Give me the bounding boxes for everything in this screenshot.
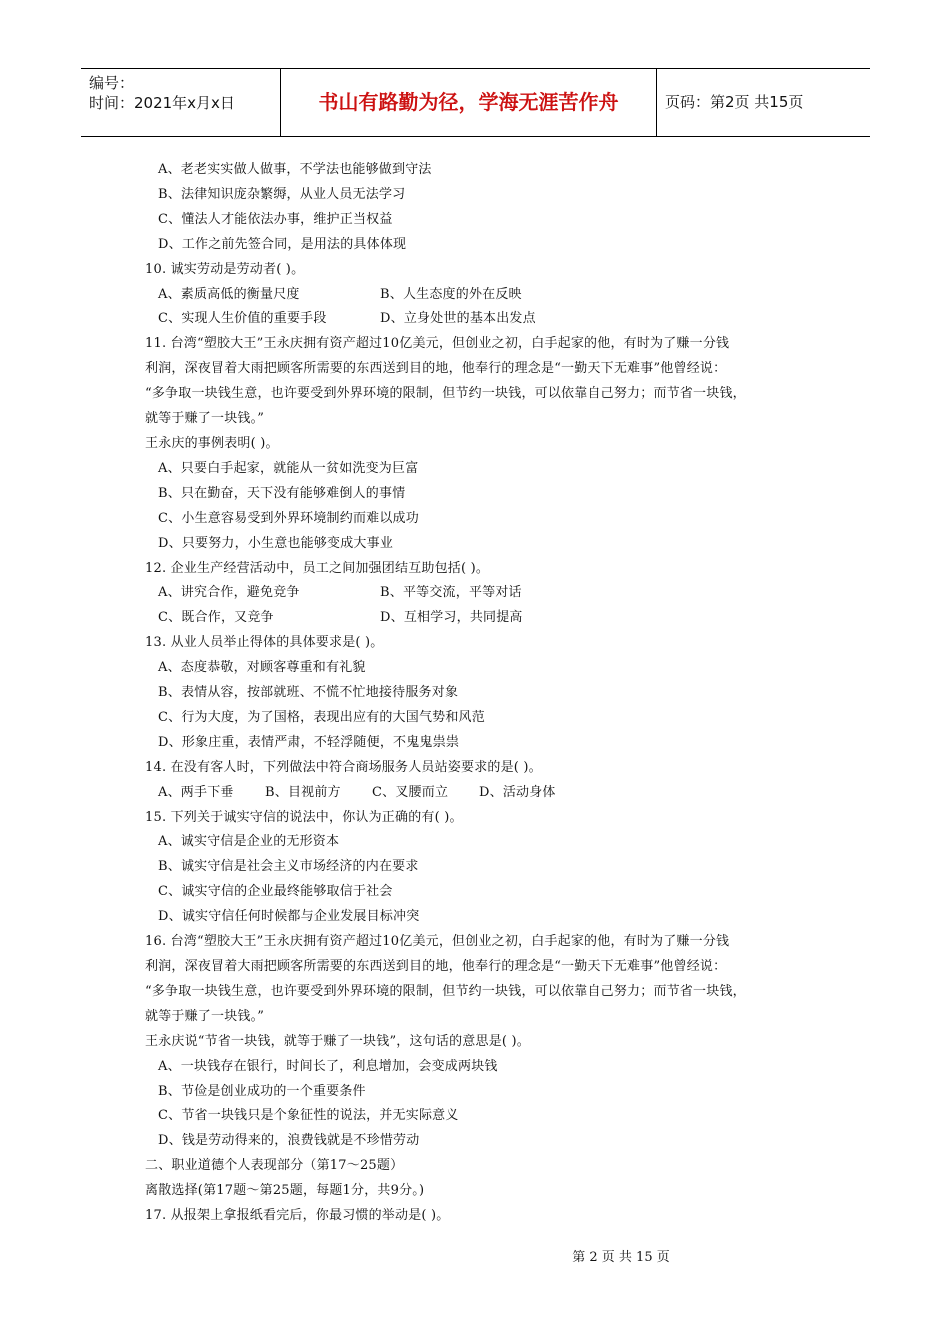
option-text: C、叉腰而立 xyxy=(372,784,449,800)
option-line: C、诚实守信的企业最终能够取信于社会 xyxy=(158,884,393,900)
option-row xyxy=(145,307,825,332)
document-time-label: 时间：2021年x月x日 xyxy=(89,94,235,112)
question-line: 就等于赚了一块钱。” xyxy=(145,1008,265,1024)
option-line: B、节俭是创业成功的一个重要条件 xyxy=(158,1083,366,1099)
question-line: 15. 下列关于诚实守信的说法中，你认为正确的有( )。 xyxy=(145,809,463,825)
option-text: A、讲究合作，避免竞争 xyxy=(158,585,300,601)
question-line: 离散选择(第17题～第25题，每题1分，共9分。) xyxy=(145,1183,425,1199)
header-meta xyxy=(81,69,281,136)
option-line: C、节省一块钱只是个象征性的说法，并无实际意义 xyxy=(158,1108,459,1124)
question-line: 12. 企业生产经营活动中，员工之间加强团结互助包括( )。 xyxy=(145,560,490,576)
question-line: 利润，深夜冒着大雨把顾客所需要的东西送到目的地，他奉行的理念是“一勤天下无难事”他曾经说： xyxy=(145,959,727,974)
header-page-info: 页码：第2页 共15页 xyxy=(665,93,804,111)
option-line: C、懂法人才能依法办事，维护正当权益 xyxy=(158,211,393,227)
option-line: B、只在勤奋，天下没有能够难倒人的事情 xyxy=(158,485,406,501)
question-line: 17. 从报架上拿报纸看完后，你最习惯的举动是( )。 xyxy=(145,1208,450,1224)
option-line: A、诚实守信是企业的无形资本 xyxy=(158,834,340,850)
option-text: A、两手下垂 xyxy=(158,784,234,800)
option-text: B、平等交流，平等对话 xyxy=(380,585,522,601)
question-line: 二、职业道德个人表现部分（第17～25题） xyxy=(145,1158,404,1174)
question-line: 11. 台湾“塑胶大王”王永庆拥有资产超过10亿美元，但创业之初，白手起家的他，有时为了赚一分钱 xyxy=(145,336,730,352)
option-text: D、立身处世的基本出发点 xyxy=(380,311,536,327)
question-line: 就等于赚了一块钱。” xyxy=(145,411,265,427)
option-text: C、实现人生价值的重要手段 xyxy=(158,311,327,327)
option-line: D、工作之前先签合同，是用法的具体体现 xyxy=(158,236,407,252)
option-line: D、只要努力，小生意也能够变成大事业 xyxy=(158,535,394,551)
option-line: B、法律知识庞杂繁缛，从业人员无法学习 xyxy=(158,186,406,202)
option-line: B、诚实守信是社会主义市场经济的内在要求 xyxy=(158,859,419,875)
option-text: C、既合作，又竞争 xyxy=(158,610,274,626)
question-line: 利润，深夜冒着大雨把顾客所需要的东西送到目的地，他奉行的理念是“一勤天下无难事”他曾经说： xyxy=(145,361,727,377)
option-text: D、活动身体 xyxy=(479,784,556,800)
option-line: D、钱是劳动得来的，浪费钱就是不珍惜劳动 xyxy=(158,1133,420,1149)
option-text: D、互相学习，共同提高 xyxy=(380,610,523,626)
page-header xyxy=(81,68,870,137)
option-row xyxy=(145,581,825,606)
option-line: A、一块钱存在银行，时间长了，利息增加，会变成两块钱 xyxy=(158,1058,498,1074)
question-line: “多争取一块钱生意，也许要受到外界环境的限制，但节约一块钱，可以依靠自己努力；而节省一块钱， xyxy=(145,983,746,999)
question-line: 16. 台湾“塑胶大王”王永庆拥有资产超过10亿美元，但创业之初，白手起家的他，有时为了赚一分钱 xyxy=(145,934,730,950)
option-row xyxy=(145,283,825,308)
option-text: B、目视前方 xyxy=(265,784,341,800)
document-number-label: 编号： xyxy=(89,74,135,92)
header-motto: 书山有路勤为径，学海无涯苦作舟 xyxy=(281,69,657,136)
page-footer xyxy=(0,1246,950,1265)
question-line: 王永庆说“节省一块钱，就等于赚了一块钱”，这句话的意思是( )。 xyxy=(145,1033,530,1049)
question-line: 王永庆的事例表明( )。 xyxy=(145,435,279,451)
option-line: A、态度恭敬，对顾客尊重和有礼貌 xyxy=(158,660,366,676)
option-text: A、素质高低的衡量尺度 xyxy=(158,286,300,302)
question-line: 13. 从业人员举止得体的具体要求是( )。 xyxy=(145,635,384,651)
footer-page-number: 第 2 页 共 15 页 xyxy=(572,1250,670,1265)
option-text: B、人生态度的外在反映 xyxy=(380,286,522,302)
question-line: 14. 在没有客人时，下列做法中符合商场服务人员站姿要求的是( )。 xyxy=(145,759,542,775)
option-line: A、只要白手起家，就能从一贫如洗变为巨富 xyxy=(158,460,419,476)
option-line: A、老老实实做人做事，不学法也能够做到守法 xyxy=(158,162,432,177)
option-line: C、小生意容易受到外界环境制约而难以成功 xyxy=(158,510,419,526)
question-line: 10. 诚实劳动是劳动者( )。 xyxy=(145,261,305,277)
option-line: B、表情从容，按部就班、不慌不忙地接待服务对象 xyxy=(158,685,459,701)
option-row xyxy=(145,606,825,631)
option-row xyxy=(145,781,825,806)
document-body xyxy=(145,158,825,1229)
question-line: “多争取一块钱生意，也许要受到外界环境的限制，但节约一块钱，可以依靠自己努力；而节省一块钱， xyxy=(145,386,746,402)
option-line: D、形象庄重，表情严肃，不轻浮随便，不鬼鬼祟祟 xyxy=(158,734,460,750)
option-line: D、诚实守信任何时候都与企业发展目标冲突 xyxy=(158,909,420,925)
option-line: C、行为大度，为了国格，表现出应有的大国气势和风范 xyxy=(158,709,485,725)
